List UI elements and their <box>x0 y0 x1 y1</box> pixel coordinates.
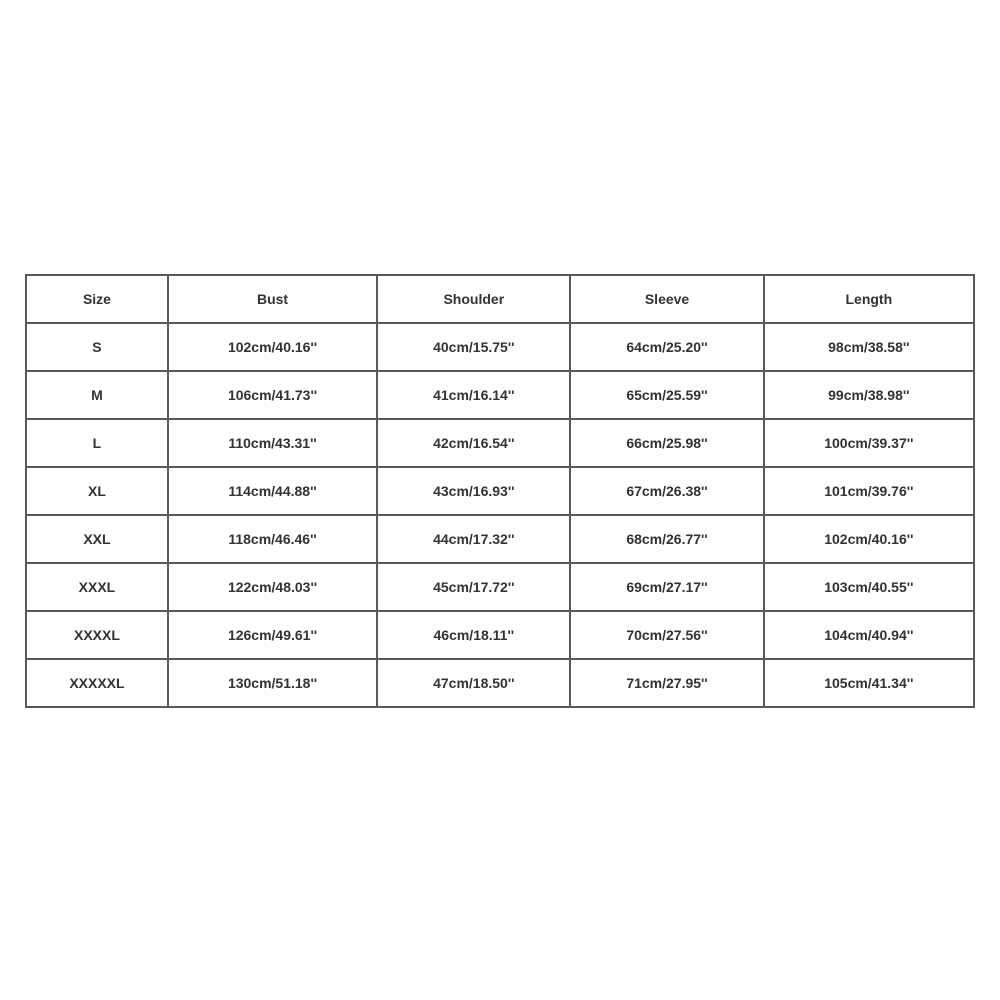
cell-size: XXL <box>26 515 168 563</box>
cell-shoulder: 40cm/15.75'' <box>377 323 570 371</box>
cell-length: 101cm/39.76'' <box>764 467 974 515</box>
cell-size: XXXL <box>26 563 168 611</box>
cell-length: 99cm/38.98'' <box>764 371 974 419</box>
cell-shoulder: 44cm/17.32'' <box>377 515 570 563</box>
header-sleeve: Sleeve <box>570 275 763 323</box>
cell-shoulder: 43cm/16.93'' <box>377 467 570 515</box>
cell-size: M <box>26 371 168 419</box>
cell-bust: 122cm/48.03'' <box>168 563 377 611</box>
cell-bust: 110cm/43.31'' <box>168 419 377 467</box>
cell-size: XXXXL <box>26 611 168 659</box>
cell-size: XXXXXL <box>26 659 168 707</box>
header-row <box>26 275 974 323</box>
header-bust: Bust <box>168 275 377 323</box>
cell-shoulder: 41cm/16.14'' <box>377 371 570 419</box>
table-row <box>26 323 974 371</box>
cell-bust: 126cm/49.61'' <box>168 611 377 659</box>
header-length: Length <box>764 275 974 323</box>
cell-length: 104cm/40.94'' <box>764 611 974 659</box>
cell-length: 100cm/39.37'' <box>764 419 974 467</box>
cell-sleeve: 69cm/27.17'' <box>570 563 763 611</box>
cell-sleeve: 70cm/27.56'' <box>570 611 763 659</box>
table-row <box>26 659 974 707</box>
table-row <box>26 467 974 515</box>
table-row <box>26 371 974 419</box>
cell-length: 103cm/40.55'' <box>764 563 974 611</box>
cell-sleeve: 64cm/25.20'' <box>570 323 763 371</box>
cell-shoulder: 47cm/18.50'' <box>377 659 570 707</box>
cell-bust: 118cm/46.46'' <box>168 515 377 563</box>
cell-sleeve: 71cm/27.95'' <box>570 659 763 707</box>
cell-length: 105cm/41.34'' <box>764 659 974 707</box>
cell-sleeve: 65cm/25.59'' <box>570 371 763 419</box>
cell-shoulder: 46cm/18.11'' <box>377 611 570 659</box>
table-row <box>26 611 974 659</box>
table-row <box>26 563 974 611</box>
table-row <box>26 515 974 563</box>
cell-sleeve: 66cm/25.98'' <box>570 419 763 467</box>
cell-sleeve: 68cm/26.77'' <box>570 515 763 563</box>
cell-bust: 102cm/40.16'' <box>168 323 377 371</box>
table-row <box>26 419 974 467</box>
cell-bust: 106cm/41.73'' <box>168 371 377 419</box>
cell-size: S <box>26 323 168 371</box>
cell-size: L <box>26 419 168 467</box>
cell-length: 102cm/40.16'' <box>764 515 974 563</box>
cell-shoulder: 45cm/17.72'' <box>377 563 570 611</box>
size-chart-table <box>25 274 975 708</box>
cell-size: XL <box>26 467 168 515</box>
cell-length: 98cm/38.58'' <box>764 323 974 371</box>
cell-bust: 130cm/51.18'' <box>168 659 377 707</box>
header-size: Size <box>26 275 168 323</box>
cell-shoulder: 42cm/16.54'' <box>377 419 570 467</box>
header-shoulder: Shoulder <box>377 275 570 323</box>
cell-bust: 114cm/44.88'' <box>168 467 377 515</box>
cell-sleeve: 67cm/26.38'' <box>570 467 763 515</box>
